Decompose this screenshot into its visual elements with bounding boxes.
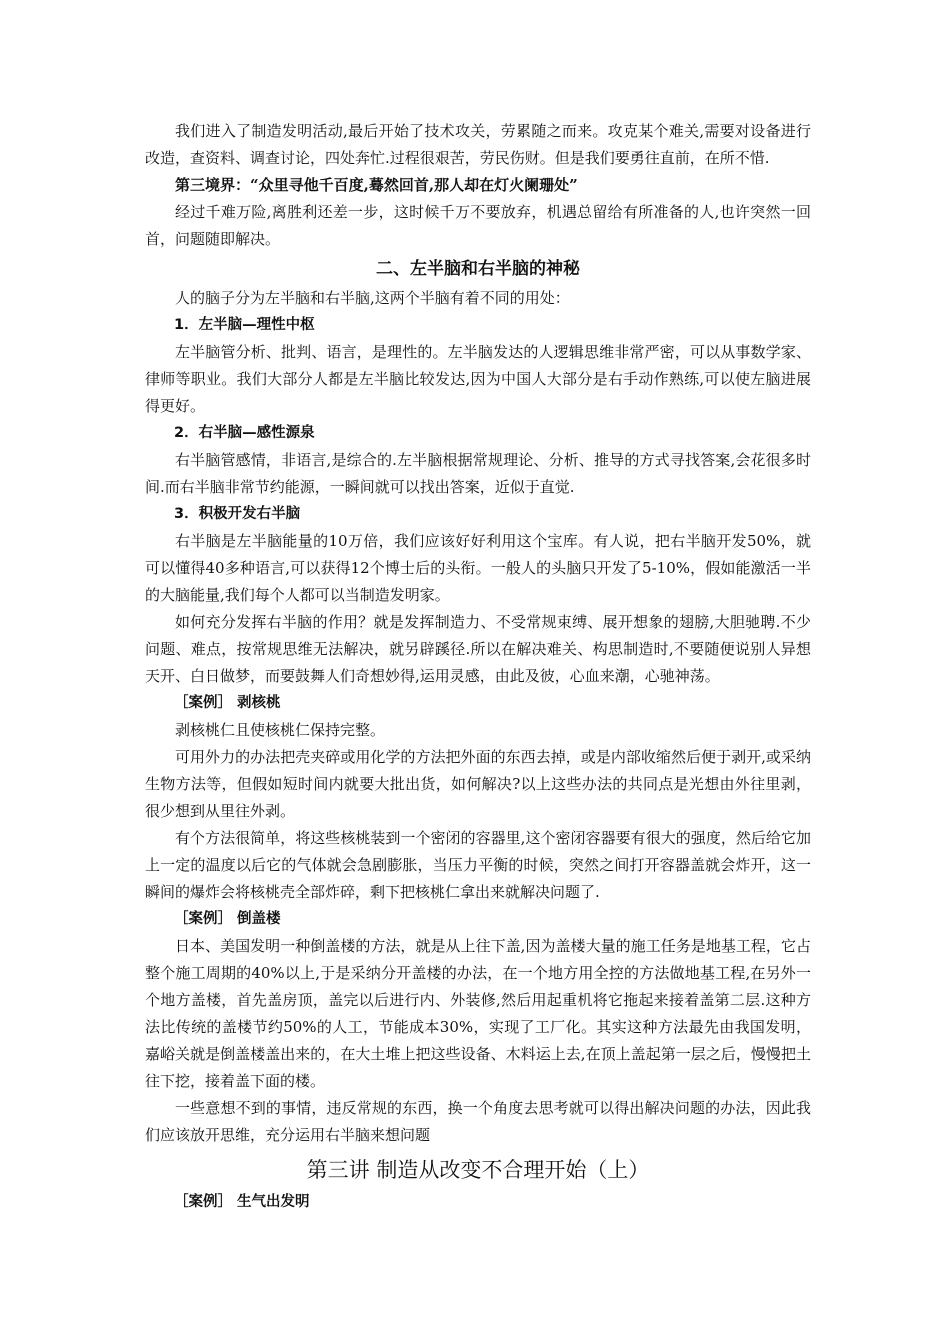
paragraph-right-brain-energy: 右半脑是左半脑能量的10万倍，我们应该好好利用这个宝库。有人说，把右半脑开发50%，就可以懂得40多种语言,可以获得12个博士后的头衔。一般人的头脑只开发了5-10%，假如能激活一半的大脑能量,我们每个人都可以当制造发明家。 bbox=[145, 532, 811, 604]
case-title-anger-invention: ［案例］ 生气出发明 bbox=[174, 1194, 310, 1210]
third-realm-quote: “众里寻他千百度,蓦然回首,那人却在灯火阑珊处” bbox=[250, 176, 578, 194]
paragraph-left-brain: 左半脑管分析、批判、语言，是理性的。左半脑发达的人逻辑思维非常严密，可以从事数学家、律师等职业。我们大部分人都是左半脑比较发达,因为中国人大部分是右手动作熟练,可以使左脑进展得更好。 bbox=[145, 343, 811, 415]
third-realm-line bbox=[145, 172, 811, 199]
heading-right-brain: 2．右半脑—感性源泉 bbox=[174, 425, 315, 441]
heading-develop-right-brain: 3．积极开发右半脑 bbox=[174, 506, 301, 522]
paragraph-conclusion: 一些意想不到的事情，违反常规的东西，换一个角度去思考就可以得出解决问题的办法，因此我们应该放开思维，充分运用右半脑来想问题 bbox=[145, 1099, 811, 1144]
paragraph-right-brain-usage: 如何充分发挥右半脑的作用？就是发挥制造力、不受常规束缚、展开想象的翅膀,大胆驰聘.不少问题、难点，按常规思维无法解决，就另辟蹊径.所以在解决难关、构思制造时,不要随便说别人异想天开、白日做梦，而要鼓舞人们奇想妙得,运用灵感，由此及彼，心血来潮，心驰神荡。 bbox=[145, 613, 811, 685]
paragraph-perseverance: 经过千难万险,离胜利还差一步，这时候千万不要放弃，机遇总留给有所准备的人,也许突然一回首，问题随即解决。 bbox=[145, 203, 811, 248]
paragraph-walnut-methods: 可用外力的办法把壳夹碎或用化学的方法把外面的东西去掉，或是内部收缩然后便于剥开,或采纳生物方法等，但假如短时间内就要大批出货，如何解决?以上这些办法的共同点是光想由外往里剥，很少想到从里往外剥。 bbox=[145, 748, 811, 820]
section-title-brain: 二、左半脑和右半脑的神秘 bbox=[376, 259, 580, 279]
lecture-title: 第三讲 制造从改变不合理开始（上） bbox=[306, 1158, 650, 1182]
heading-left-brain: 1．左半脑—理性中枢 bbox=[174, 317, 315, 333]
paragraph-brain-intro: 人的脑子分为左半脑和右半脑,这两个半脑有着不同的用处： bbox=[175, 289, 570, 307]
case-title-walnut: ［案例］ 剥核桃 bbox=[174, 695, 281, 711]
paragraph-effort: 我们进入了制造发明活动,最后开始了技术攻关，劳累随之而来。攻克某个难关,需要对设备进行改造，查资料、调查讨论，四处奔忙.过程很艰苦，劳民伤财。但是我们要勇往直前，在所不惜. bbox=[145, 122, 811, 167]
paragraph-walnut-solution: 有个方法很简单，将这些核桃装到一个密闭的容器里,这个密闭容器要有很大的强度，然后给它加上一定的温度以后它的气体就会急剧膨胀，当压力平衡的时候，突然之间打开容器盖就会炸开，这一瞬间的爆炸会将核桃壳全部炸碎，剩下把核桃仁拿出来就解决问题了. bbox=[145, 829, 811, 901]
paragraph-right-brain: 右半脑管感情，非语言,是综合的.左半脑根据常规理论、分析、推导的方式寻找答案,会花很多时间.而右半脑非常节约能源，一瞬间就可以找出答案，近似于直觉. bbox=[145, 451, 811, 496]
paragraph-inverted-building: 日本、美国发明一种倒盖楼的方法，就是从上往下盖,因为盖楼大量的施工任务是地基工程，它占整个施工周期的40%以上,于是采纳分开盖楼的办法，在一个地方用全控的方法做地基工程,在另外一个地方盖楼，首先盖房顶，盖完以后进行内、外装修,然后用起重机将它拖起来接着盖第二层.这种方法比传统的盖楼节约50%的人工，节能成本30%，实现了工厂化。其实这种方法最先由我国发明，嘉峪关就是倒盖楼盖出来的，在大土堆上把这些设备、木料运上去,在顶上盖起第一层之后，慢慢把土往下挖，接着盖下面的楼。 bbox=[145, 937, 811, 1090]
paragraph-walnut-goal: 剥核桃仁且使核桃仁保持完整。 bbox=[175, 721, 386, 739]
case-title-inverted-building: ［案例］ 倒盖楼 bbox=[174, 911, 281, 927]
document-page bbox=[145, 118, 811, 1216]
third-realm-label: 第三境界： bbox=[175, 176, 251, 194]
